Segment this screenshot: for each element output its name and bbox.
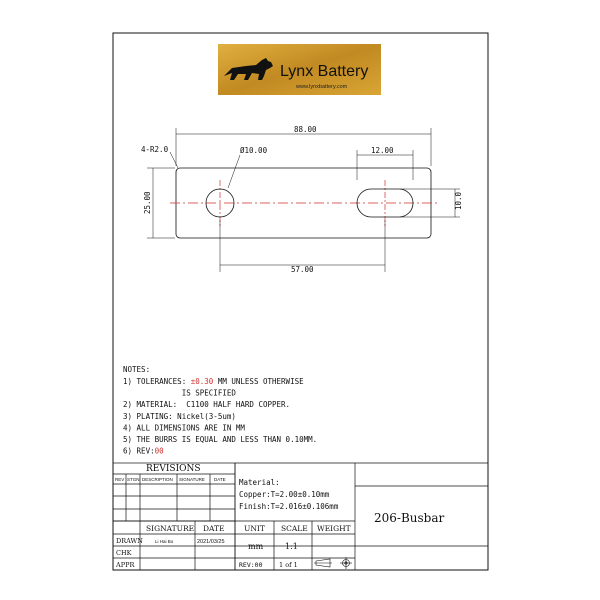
- part-name: 206-Busbar: [374, 511, 445, 525]
- dim-width: 25.00: [143, 191, 152, 214]
- scale-header: SCALE: [281, 524, 308, 533]
- notes-block: [123, 365, 317, 456]
- drawn-name: Li Hai Bo: [155, 539, 174, 544]
- note-text: 4) ALL DIMENSIONS ARE IN MM: [123, 423, 245, 433]
- note-line: [123, 389, 236, 398]
- note-line: [123, 412, 236, 421]
- rev-col-stgn: STGN: [127, 477, 140, 482]
- date-header: DATE: [203, 524, 225, 533]
- material-label: Material:: [239, 478, 280, 487]
- dim-corner-radius: 4-R2.0: [141, 145, 169, 154]
- notes-header: NOTES:: [123, 365, 151, 374]
- title-block-text: [115, 464, 445, 569]
- rev-col-date: DATE: [214, 477, 226, 482]
- chk-label: CHK: [116, 549, 132, 557]
- revisions-title: REVISIONS: [146, 464, 201, 474]
- logo-brand-text: Lynx Battery: [280, 63, 369, 80]
- drawn-date: 2021/03/25: [197, 539, 225, 545]
- unit-value: mm: [248, 542, 264, 551]
- appr-label: APPR: [116, 561, 135, 569]
- note-line: [123, 435, 317, 444]
- lynx-battery-logo: [218, 44, 381, 95]
- note-text: IS SPECIFIED: [123, 388, 236, 398]
- rev-col-signature: SIGNATURE: [179, 477, 205, 482]
- note-text: 6) REV:: [123, 446, 155, 456]
- dim-center-distance: 57.00: [291, 265, 314, 274]
- dim-slot-width: 10.0: [454, 191, 463, 210]
- finish-spec: Finish:T=2.016±0.106mm: [239, 502, 339, 511]
- dim-slot-length: 12.00: [371, 146, 394, 155]
- note-line: [123, 423, 245, 432]
- note-line: [123, 447, 164, 456]
- busbar-drawing: [141, 125, 463, 274]
- notes-lines: [123, 377, 317, 456]
- logo-website-text: www.lynxbattery.com: [296, 84, 348, 90]
- rev-value: REV:00: [239, 561, 263, 569]
- dim-total-length: 88.00: [294, 125, 317, 134]
- note-highlight: 00: [154, 446, 164, 456]
- note-text: 1) TOLERANCES:: [123, 377, 191, 386]
- note-text: 3) PLATING: Nickel(3-5um): [123, 411, 236, 421]
- signature-header: SIGNATURE: [146, 524, 195, 533]
- rev-col-description: DESCRIPTION: [142, 477, 173, 482]
- weight-header: WEIGHT: [317, 524, 351, 533]
- note-highlight: ±0.30: [190, 377, 214, 386]
- note-text: MM UNLESS OTHERWISE: [213, 377, 304, 386]
- copper-spec: Copper:T=2.00±0.10mm: [239, 490, 330, 499]
- scale-value: 1:1: [285, 542, 298, 551]
- projection-symbol-icon: [314, 557, 352, 569]
- sheet-value: 1 of 1: [279, 561, 298, 569]
- rev-col-rev: REV: [115, 477, 125, 482]
- drawn-label: DRAWN: [116, 537, 143, 545]
- note-text: 5) THE BURRS IS EQUAL AND LESS THAN 0.10MM.: [123, 435, 318, 444]
- note-line: [123, 377, 304, 386]
- note-text: 2) MATERIAL: C1100 HALF HARD COPPER.: [123, 400, 291, 410]
- dim-hole-diameter: Ø10.00: [240, 146, 268, 155]
- note-line: [123, 400, 290, 409]
- unit-header: UNIT: [244, 524, 265, 533]
